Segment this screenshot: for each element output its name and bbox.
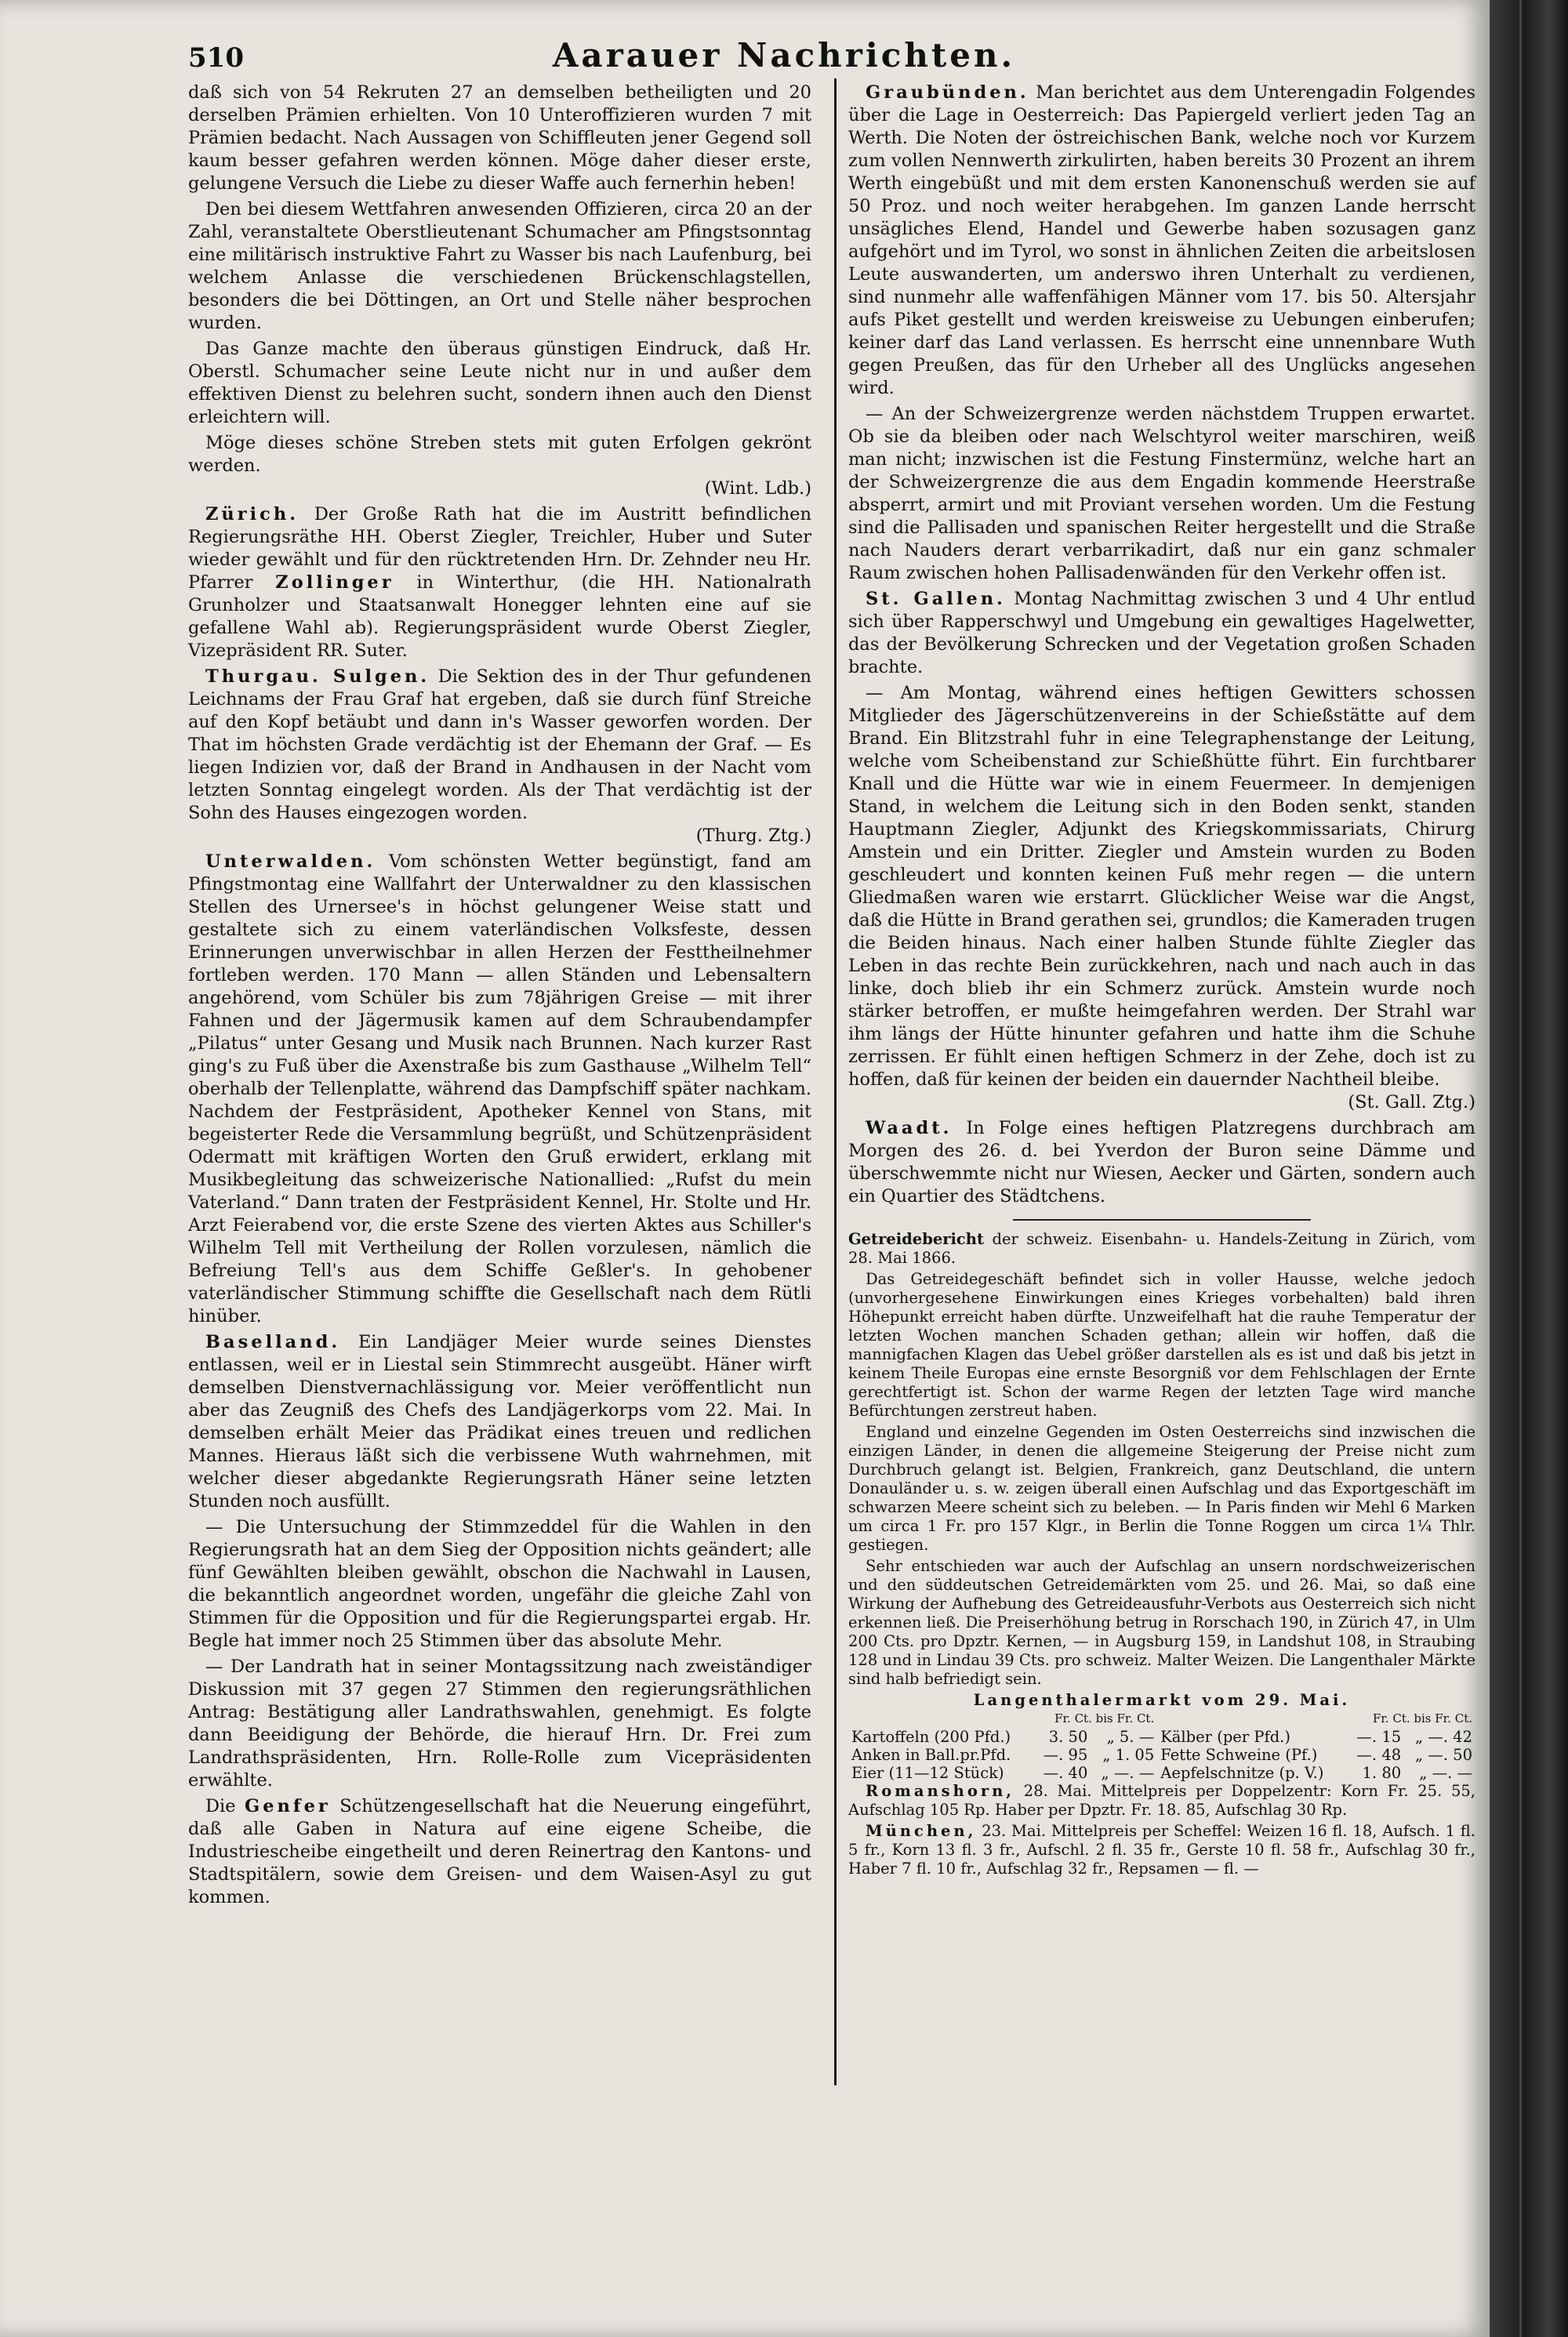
article-paragraph: — Die Untersuchung der Stimmzeddel für die Wahlen in den Regierungsrath hat an dem Sieg der Opposition nichts geändert; alle fünf Gewählten bleiben gewählt, obschon die Nachwahl in Lausen, die bekanntlich angeordnet worden, ungefähr die gleiche Zahl von Stimmen für die Opposition und für die Regierungspartei ergab. Hr. Begle hat immer noch 25 Stimmen über das absolute Mehr. <box>188 1517 811 1651</box>
grain-report-paragraph: England und einzelne Gegenden im Osten Oesterreichs sind inzwischen die einzigen Länder, in denen die allgemeine Steigerung der Preise nicht zum Durchbruch gelangt ist. Belgien, Frankreich, ganz Deutschland, die untern Donauländer u. s. w. zeigen überall einen Aufschlag und das Exportgeschäft im schwarzen Meere scheint sich zu beleben. — In Paris finden wir Mehl 6 Marken um circa 1 Fr. pro 157 Klgr., in Berlin die Tonne Roggen um circa 1¼ Thlr. gestiegen. <box>848 1423 1475 1554</box>
dateline: Graubünden. <box>866 82 1029 103</box>
book-spine <box>1490 0 1568 2337</box>
article-paragraph: — An der Schweizergrenze werden nächstdem Truppen erwartet. Ob sie da bleiben oder nach Welschtyrol weiter marschiren, weiß man nicht; inzwischen ist die Festung Finstermünz, welche hart an der Schweizergrenze die aus dem Engadin kommende Heerstraße absperrt, armirt und mit Proviant versehen worden. Um die Festung sind die Pallisaden und spanischen Reiter hergestellt und die Straße nach Nauders derart verbarrikadirt, daß nur ein ganz schmaler Raum zwischen hohen Pallisadenwänden für den Verkehr offen ist. <box>848 404 1475 583</box>
article-waadt <box>848 1117 1475 1208</box>
article-paragraph <box>848 682 1475 1114</box>
section-heading: Getreidebericht <box>848 1230 984 1248</box>
source-citation: (Thurg. Ztg.) <box>695 826 811 846</box>
item-name: Anken in Ball.pr.Pfd. <box>851 1746 1011 1764</box>
article-graubuenden <box>848 82 1475 400</box>
price-to: „ —. 42 <box>1414 1728 1472 1746</box>
price-to: „ 5. — <box>1106 1728 1155 1746</box>
dateline: Romanshorn, <box>866 1782 1015 1800</box>
price-from: —. 15 <box>1356 1728 1402 1746</box>
paragraph-text: 28. Mai. Mittelpreis per Doppelzentr: Korn Fr. 25. 55, Aufschlag 105 Rp. Haber per Dpztr. Fr. 18. 85, Aufschlag 30 Rp. <box>848 1782 1475 1819</box>
article-paragraph <box>188 432 811 500</box>
column-header: Fr. Ct. bis Fr. Ct. <box>1372 1711 1472 1726</box>
item-name: Eier (11—12 Stück) <box>851 1764 1004 1782</box>
table-header-row <box>848 1710 1475 1728</box>
article-zurich <box>188 503 811 662</box>
price-to: „ 1. 05 <box>1102 1746 1155 1764</box>
price-to: „ —. — <box>1419 1764 1472 1782</box>
dateline: St. Gallen. <box>866 589 1006 609</box>
table-row <box>848 1728 1475 1746</box>
paragraph-text: — Am Montag, während eines heftigen Gewitters schossen Mitglieder des Jägerschützenvereins in der Schießstätte auf dem Brand. Ein Blitzstrahl fuhr in eine Telegraphenstange der Leitung, welche vom Scheibenstand zur Schießhütte führt. Ein furchtbarer Knall und die Hütte war wie in einem Feuermeer. In demjenigen Stand, in welchem die Leitung sich in den Boden senkt, standen Hauptmann Ziegler, Adjunkt des Kriegskommissariats, Chirurg Amstein und ein Dritter. Ziegler und Amstein wurden zu Boden geschleudert und konnten keinen Fuß mehr regen — die untern Gliedmaßen waren wie erstarrt. Glücklicher Weise war die Angst, daß die Hütte in Brand gerathen sei, grundlos; die Kameraden trugen die Beiden hinaus. Nach einer halben Stunde fühlte Ziegler das Leben in das rechte Bein zurückkehren, nach und nach auch in das linke, doch blieb ihr ein Schmerz zurück. Amstein wurde noch stärker betroffen, er mußte heimgefahren werden. Der Strahl war ihm längs der Hütte hinunter gefahren und hatte ihm die Schuhe zerrissen. Er fühlt einen heftigen Schmerz in der Zehe, doch ist zu hoffen, daß für keinen der beiden ein dauernder Nachtheil bleibe. <box>848 683 1475 1090</box>
price-to: „ —. 50 <box>1414 1746 1472 1764</box>
paragraph-text: Vom schönsten Wetter begünstigt, fand am Pfingstmontag eine Wallfahrt der Unterwaldner zu den klassischen Stellen des Urnersee's in höchst gelungener Weise statt und gestaltete sich zu einem vaterländischen Volksfeste, dessen Erinnerungen unverwischbar in allen Herzen der Festtheilnehmer fortleben werden. 170 Mann — allen Ständen und Lebensaltern angehörend, vom Schüler bis zum 78jährigen Greise — mit ihrer Fahnen und der Jägermusik kamen auf dem Schraubendampfer „Pilatus“ unter Gesang und Musik nach Brunnen. Nach kurzer Rast ging's zu Fuß über die Axenstraße bis zum Gasthause „Wilhelm Tell“ oberhalb der Tellenplatte, während das Dampfschiff später nachkam. Nachdem der Festpräsident, Apotheker Kennel von Stans, mit begeisterter Rede die Versammlung begrüßt, und Schützenpräsident Odermatt mit kräftigen Worten den Gruß erwidert, erklang mit Musikbegleitung das schweizerische Nationallied: „Rufst du mein Vaterland.“ Dann traten der Festpräsident Kennel, Hr. Stolte und Hr. Arzt Feierabend vor, die erste Szene des vierten Aktes aus Schiller's Wilhelm Tell mit Vertheilung der Rollen vorzulesen, nämlich die Befreiung Tell's aus dem Schiffe Geßler's. In gehobener vaterländischer Stimmung schiffte die Gesellschaft nach dem Rütli hinüber. <box>188 851 812 1326</box>
article-paragraph: — Der Landrath hat in seiner Montagssitzung nach zweiständiger Diskussion mit 37 gegen 27 Stimmen den regierungsräthlichen Antrag: Bestätigung aller Landrathswahlen, genehmigt. Es folgte dann Beeidigung der Behörde, die hierauf Hrn. Dr. Frei zum Landrathspräsidenten, Hrn. Rolle-Rolle zum Vicepräsidenten erwählte. <box>188 1657 811 1791</box>
column-divider <box>834 78 837 2085</box>
item-name: Aepfelschnitze (p. V.) <box>1160 1764 1324 1782</box>
paragraph-text: in Winterthur, (die HH. Nationalrath Grunholzer und Staatsanwalt Honegger lehnten eine auf sie gefallene Wahl ab). Regierungspräsident wurde Oberst Ziegler, Vizepräsident RR. Suter. <box>188 572 812 661</box>
article-thurgau <box>188 666 811 847</box>
article-baselland <box>188 1331 811 1513</box>
market-price-table <box>848 1710 1475 1782</box>
article-paragraph: daß sich von 54 Rekruten 27 an demselben betheiligten und 20 derselben Prämien erhielten. Von 10 Unteroffizieren wurden 7 mit Prämien bedacht. Nach Aussagen von Schiffleuten jener Gegend soll kaum besser gefahren werden können. Möge daher dieser erste, gelungene Versuch die Liebe zu dieser Waffe auch fernerhin heben! <box>188 82 811 194</box>
table-row <box>848 1746 1475 1764</box>
dateline: Baselland. <box>205 1332 341 1352</box>
paragraph-text: Die <box>205 1796 236 1816</box>
market-title: Langenthalermarkt vom 29. Mai. <box>973 1691 1351 1709</box>
table-row <box>848 1764 1475 1782</box>
emphasized-name: Zollinger <box>275 572 394 593</box>
grain-report-paragraph: Sehr entschieden war auch der Aufschlag an unsern nordschweizerischen und den süddeutschen Getreidemärkten vom 25. und 26. Mai, so daß eine Wirkung der Aufhebung des Getreideausfuhr-Verbots aus Oesterreich sich nicht erkennen ließ. Die Preiserhöhung betrug in Rorschach 190, in Zürich 47, in Ulm 200 Cts. pro Dpztr. Kernen, — in Augsburg 159, in Landshut 108, in Straubing 128 und in Lindau 39 Cts. pro schweiz. Malter Weizen. Die Langenthaler Märkte sind halb befriedigt sein. <box>848 1557 1475 1688</box>
page-number: 510 <box>188 42 244 74</box>
grain-report-intro <box>848 1230 1475 1268</box>
page-header <box>188 36 1380 75</box>
grain-report-paragraph: Das Getreidegeschäft befindet sich in voller Hausse, welche jedoch (unvorhergesehene Einwirkungen eines Krieges vorbehalten) bald ihren Höhepunkt erreicht haben dürfte. Unzweifelhaft hat die rauhe Temperatur der letzten Wochen manchen Schaden gethan; allein wir hoffen, daß die mannigfachen Klagen das Uebel größer darstellen als es ist und daß bis jetzt in keinem Theile Europas eine ernste Besorgniß vor dem Fehlschlagen der Ernte gerechtfertigt ist. Schon der warme Regen der letzten Tage wird manche Befürchtungen zerstreut haben. <box>848 1270 1475 1420</box>
section-divider <box>1013 1219 1311 1221</box>
item-name: Kälber (per Pfd.) <box>1160 1728 1290 1746</box>
dateline: Zürich. <box>205 504 299 524</box>
price-to: „ —. — <box>1101 1764 1155 1782</box>
dateline: Waadt. <box>866 1118 953 1138</box>
left-column <box>188 82 811 1912</box>
newspaper-title: Aarauer Nachrichten. <box>552 36 1016 74</box>
market-report-romanshorn <box>848 1782 1475 1820</box>
dateline: München, <box>866 1822 977 1840</box>
paragraph-text: Montag Nachmittag zwischen 3 und 4 Uhr entlud sich über Rapperschwyl und Umgebung ein gewaltiges Hagelwetter, das der Bevölkerung Schrecken und der Vegetation großen Schaden brachte. <box>848 589 1475 677</box>
paragraph-text: Möge dieses schöne Streben stets mit guten Erfolgen gekrönt werden. <box>188 433 811 476</box>
paragraph-text: Schützengesellschaft hat die Neuerung eingeführt, daß alle Gaben in Natura auf eine eigene Scheibe, die Industriescheibe eingetheilt und deren Reinertrag den Kantons- und Stadtspitälern, sowie dem Greisen- und dem Waisen-Asyl zu gut kommen. <box>188 1796 811 1907</box>
grain-report <box>848 1230 1475 1878</box>
paragraph-text: der schweiz. Eisenbahn- u. Handels-Zeitung in Zürich, vom 28. Mai 1866. <box>848 1230 1475 1267</box>
price-from: —. 95 <box>1043 1746 1088 1764</box>
market-report-muenchen <box>848 1822 1475 1878</box>
paragraph-text: Man berichtet aus dem Unterengadin Folgendes über die Lage in Oesterreich: Das Papiergeld verliert jeden Tag an Werth. Die Noten der östreichischen Bank, welche noch vor Kurzem zum vollen Nennwerth zirkulirten, haben bereits 30 Prozent an ihrem Werth eingebüßt und mit dem ersten Kanonenschuß werden sie auf 50 Proz. und noch weiter herabgehen. Im ganzen Lande herrscht unsägliches Elend, Handel und Gewerbe haben sozusagen ganz aufgehört und im Tyrol, wo sonst in ähnlichen Zeiten die arbeitslosen Leute auswanderten, um anderswo ihren Unterhalt zu verdienen, sind nunmehr alle waffenfähigen Männer vom 17. bis 50. Altersjahr aufs Piket gestellt und werden kreisweise zu Uebungen einberufen; keiner darf das Land verlassen. Es herrscht eine unnennbare Wuth gegen Preußen, das für den Urheber all des Unglücks angesehen wird. <box>848 82 1475 398</box>
source-citation: (Wint. Ldb.) <box>704 478 811 499</box>
article-unterwalden <box>188 851 811 1328</box>
item-name: Kartoffeln (200 Pfd.) <box>851 1728 1011 1746</box>
article-genf <box>188 1795 811 1909</box>
column-header: Fr. Ct. bis Fr. Ct. <box>1054 1711 1155 1726</box>
right-column <box>848 82 1475 1881</box>
article-paragraph: Den bei diesem Wettfahren anwesenden Offizieren, circa 20 an der Zahl, veranstaltete Oberstlieutenant Schumacher am Pfingstsonntag eine militärisch instruktive Fahrt zu Wasser bis nach Laufenburg, bei welchem Anlasse die verschiedenen Brückenschlagstellen, besonders die bei Döttingen, an Ort und Stelle näher besprochen wurden. <box>188 199 811 333</box>
price-from: —. 40 <box>1043 1764 1088 1782</box>
paragraph-text: Der Große Rath hat die im Austritt befindlichen Regierungsräthe HH. Oberst Ziegler, Treichler, Huber und Suter wieder gewählt und für den rücktretenden Hrn. Dr. Zehnder neu Hr. Pfarrer <box>188 504 811 593</box>
item-name: Fette Schweine (Pf.) <box>1160 1746 1318 1764</box>
source-citation: (St. Gall. Ztg.) <box>1348 1092 1475 1112</box>
dateline: Genfer <box>245 1796 331 1816</box>
price-from: 1. 80 <box>1362 1764 1402 1782</box>
paragraph-text: In Folge eines heftigen Platzregens durchbrach am Morgen des 26. d. bei Yverdon der Buron seine Dämme und überschwemmte nicht nur Wiesen, Aecker und Gärten, sondern auch ein Quartier des Städtchens. <box>848 1118 1475 1207</box>
paragraph-text: 23. Mai. Mittelpreis per Scheffel: Weizen 16 fl. 18, Aufsch. 1 fl. 5 fr., Korn 13 fl. 3 fr., Aufschl. 2 fl. 35 fr., Gerste 10 fl. 58 fr., Aufschlag 30 fr., Haber 7 fl. 10 fr., Aufschlag 32 fr., Repsamen — fl. — <box>848 1822 1476 1878</box>
paragraph-text: Die Sektion des in der Thur gefundenen Leichnams der Frau Graf hat ergeben, daß sie durch fünf Streiche auf den Kopf betäubt und dann in's Wasser geworfen worden. Der That im höchsten Grade verdächtig ist der Ehemann der Graf. — Es liegen Indizien vor, daß der Brand in Andhausen in der Nacht vom letzten Sonntag eingelegt worden. Als der That verdächtig ist der Sohn des Hauses eingezogen worden. <box>188 666 811 823</box>
dateline: Unterwalden. <box>205 851 376 872</box>
article-paragraph: Das Ganze machte den überaus günstigen Eindruck, daß Hr. Oberstl. Schumacher seine Leute nicht nur in und außer dem effektiven Dienst zu belehren sucht, sondern ihnen auch den Dienst erleichtern will. <box>188 339 811 427</box>
dateline: Thurgau. Sulgen. <box>205 666 430 687</box>
article-st-gallen <box>848 588 1475 679</box>
price-from: —. 48 <box>1356 1746 1402 1764</box>
price-from: 3. 50 <box>1048 1728 1088 1746</box>
paragraph-text: Ein Landjäger Meier wurde seines Dienstes entlassen, weil er in Liestal sein Stimmrecht ausgeübt. Häner wirft demselben Dienstvernachlässigung vor. Meier veröffentlicht nun aber das Zeugniß des Chefs des Landjägerkorps vom 22. Mai. In demselben erhält Meier das Prädikat eines treuen und redlichen Mannes. Hieraus läßt sich die verbissene Wuth wahrnehmen, mit welcher dieser abgedankte Regierungsrath Häner seine letzten Stunden noch ausfüllt. <box>188 1332 811 1511</box>
